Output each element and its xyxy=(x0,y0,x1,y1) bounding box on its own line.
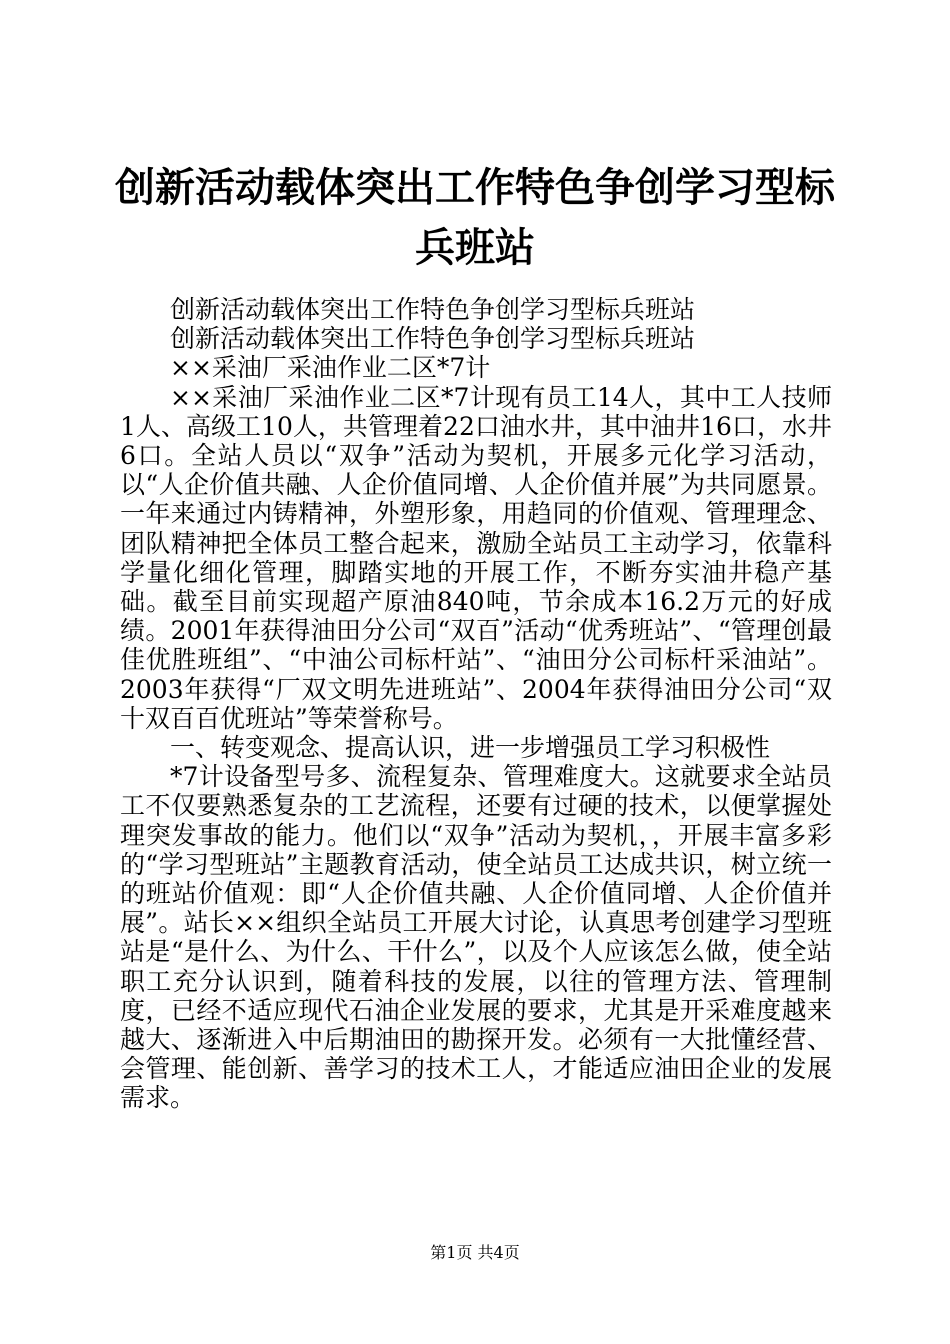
paragraph: 创新活动载体突出工作特色争创学习型标兵班站 xyxy=(170,295,696,324)
document-body xyxy=(120,295,832,1113)
page-footer: 第1页 共4页 xyxy=(430,1243,520,1262)
paragraph: ××采油厂采油作业二区*7计 xyxy=(170,353,491,383)
paragraph: ××采油厂采油作业二区*7计现有员工14人，其中工人技师1人、高级工10人，共管理着22口油水井，其中油井16口，水井6口。全站人员以“双争”活动为契机，开展多元化学习活动，以“人企价值共融、人企价值同增、人企价值并展”为共同愿景。一年来通过内铸精神，外塑形象，用趋同的价值观、管理理念、团队精神把全体员工整合起来，激励全站员工主动学习，依靠科学量化细化管理，脚踏实地的开展工作，不断夯实油井稳产基础。截至目前实现超产原油840吨，节余成本16.2万元的好成绩。2001年获得油田分公司“双百”活动“优秀班站”、“管理创最佳优胜班组”、“中油公司标杆站”、“油田分公司标杆采油站”。2003年获得“厂双文明先进班站”、2004年获得油田分公司“双十双百百优班站”等荣誉称号。 xyxy=(120,382,832,733)
paragraph: 创新活动载体突出工作特色争创学习型标兵班站 xyxy=(170,324,696,354)
document-title: 创新活动载体突出工作特色争创学习型标兵班站 xyxy=(115,164,835,271)
paragraph: *7计设备型号多、流程复杂、管理难度大。这就要求全站员工不仅要熟悉复杂的工艺流程，还要有过硬的技术，以便掌握处理突发事故的能力。他们以“双争”活动为契机，，开展丰富多彩的“学习型班站”主题教育活动，使全站员工达成共识，树立统一的班站价值观：即“人企价值共融、人企价值同增、人企价值并展”。站长××组织全站员工开展大讨论，认真思考创建学习型班站是“是什么、为什么、干什么”，以及个人应该怎么做，使全站职工充分认识到，随着科技的发展，以往的管理方法、管理制度，已经不适应现代石油企业发展的要求，尤其是开采难度越来越大、逐渐进入中后期油田的勘探开发。必须有一大批懂经营、会管理、能创新、善学习的技术工人，才能适应油田企业的发展需求。 xyxy=(120,762,832,1113)
section-heading: 一、转变观念、提高认识，进一步增强员工学习积极性 xyxy=(170,733,771,763)
